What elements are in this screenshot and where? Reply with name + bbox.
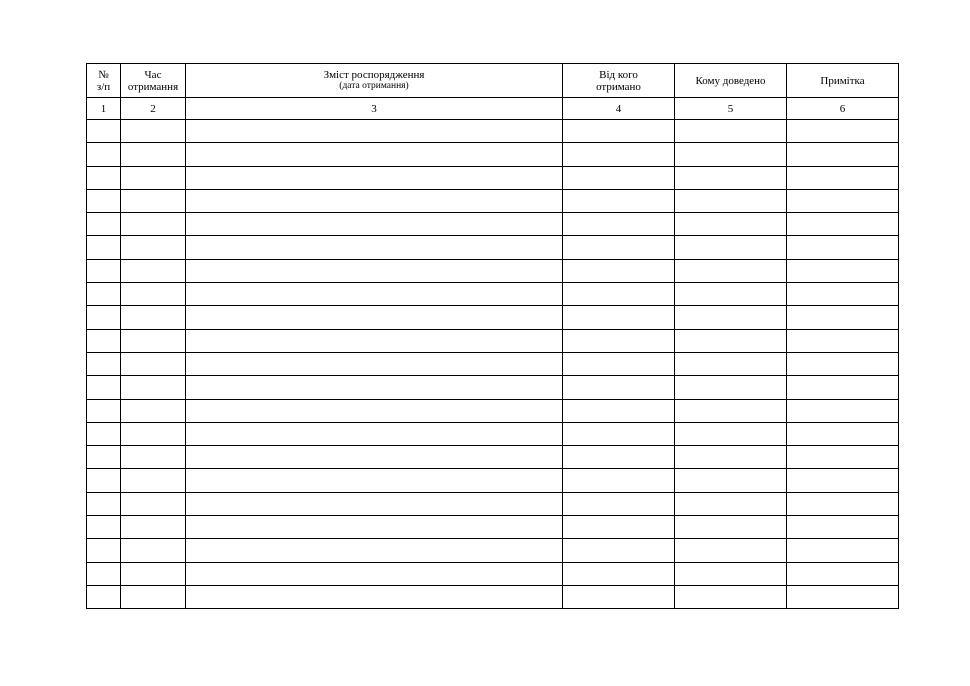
table-cell [787,166,899,189]
header-number-line-2: з/п [96,80,111,93]
table-cell [563,329,675,352]
table-cell [675,143,787,166]
table-cell [787,539,899,562]
column-number-5: 5 [675,98,787,120]
table-cell [87,259,121,282]
table-cell [121,352,186,375]
table-cell [121,422,186,445]
table-cell [87,422,121,445]
table-cell [186,585,563,608]
header-from-line-1: Від кого [599,68,638,81]
table-cell [563,585,675,608]
table-cell [186,120,563,143]
table-cell [87,446,121,469]
table-cell [121,306,186,329]
table-cell [675,213,787,236]
header-order-content [186,64,563,98]
table-cell [787,376,899,399]
table-cell [121,283,186,306]
table-cell [87,516,121,539]
table-cell [675,166,787,189]
column-number-3: 3 [186,98,563,120]
table-cell [787,213,899,236]
table-cell [787,562,899,585]
header-time-line-1: Час [144,68,162,81]
table-row [87,539,899,562]
header-delivered-line-1: Кому доведено [695,74,766,87]
table-cell [186,329,563,352]
table-cell [87,189,121,212]
table-cell [121,399,186,422]
table-row [87,562,899,585]
table-cell [186,539,563,562]
table-row [87,189,899,212]
table-cell [563,120,675,143]
table-row [87,422,899,445]
orders-register-table [86,63,899,609]
table-cell [675,306,787,329]
table-cell [186,143,563,166]
table-cell [675,492,787,515]
table-cell [186,516,563,539]
table-cell [186,352,563,375]
table-cell [121,166,186,189]
table-cell [563,446,675,469]
table-cell [563,259,675,282]
table-cell [186,236,563,259]
table-cell [87,539,121,562]
table-cell [121,259,186,282]
table-row [87,469,899,492]
table-cell [121,469,186,492]
column-number-row [87,98,899,120]
table-cell [675,352,787,375]
table-cell [87,352,121,375]
table-cell [563,236,675,259]
header-received-from [563,64,675,98]
table-cell [186,492,563,515]
table-cell [563,143,675,166]
table-cell [675,236,787,259]
table-row [87,306,899,329]
table-cell [87,236,121,259]
table-cell [87,329,121,352]
register-sheet [86,63,899,609]
table-cell [787,422,899,445]
table-cell [675,120,787,143]
table-cell [121,143,186,166]
header-note [787,64,899,98]
table-cell [87,120,121,143]
table-cell [787,516,899,539]
table-row [87,259,899,282]
table-cell [87,399,121,422]
table-cell [787,399,899,422]
table-cell [675,283,787,306]
table-cell [787,120,899,143]
column-number-6: 6 [787,98,899,120]
table-cell [563,562,675,585]
table-cell [87,585,121,608]
header-row [87,64,899,98]
table-cell [121,446,186,469]
table-cell [87,213,121,236]
table-cell [121,329,186,352]
table-cell [186,283,563,306]
table-cell [675,399,787,422]
table-cell [563,399,675,422]
table-row [87,399,899,422]
table-cell [121,562,186,585]
table-cell [563,492,675,515]
table-cell [675,562,787,585]
table-cell [87,166,121,189]
table-cell [787,329,899,352]
table-cell [787,469,899,492]
column-number-4: 4 [563,98,675,120]
column-number-2: 2 [121,98,186,120]
table-cell [121,213,186,236]
table-cell [563,422,675,445]
table-row [87,120,899,143]
header-from-line-2: отримано [596,80,641,93]
header-content-line-1: Зміст роспорядження [323,69,425,81]
table-cell [787,143,899,166]
table-cell [675,329,787,352]
table-row [87,492,899,515]
table-cell [121,516,186,539]
table-cell [87,306,121,329]
table-cell [563,516,675,539]
table-cell [563,213,675,236]
header-time-received [121,64,186,98]
table-row [87,376,899,399]
table-cell [787,259,899,282]
table-cell [87,143,121,166]
table-cell [186,306,563,329]
table-cell [563,189,675,212]
table-row [87,329,899,352]
table-cell [121,492,186,515]
table-row [87,166,899,189]
table-cell [87,469,121,492]
column-number-1: 1 [87,98,121,120]
table-cell [675,189,787,212]
table-cell [787,585,899,608]
table-cell [121,585,186,608]
table-row [87,352,899,375]
table-cell [563,306,675,329]
table-cell [186,189,563,212]
table-cell [87,283,121,306]
table-cell [186,259,563,282]
table-cell [787,189,899,212]
table-cell [675,516,787,539]
table-cell [87,562,121,585]
header-delivered-to [675,64,787,98]
table-cell [186,422,563,445]
table-cell [186,376,563,399]
header-number [87,64,121,98]
table-cell [787,352,899,375]
table-row [87,236,899,259]
table-cell [675,585,787,608]
register-body [87,120,899,609]
table-cell [675,376,787,399]
table-cell [186,166,563,189]
table-row [87,585,899,608]
table-cell [186,562,563,585]
table-cell [787,492,899,515]
table-cell [121,539,186,562]
table-row [87,283,899,306]
table-cell [675,469,787,492]
table-cell [87,492,121,515]
table-cell [563,352,675,375]
header-note-line-1: Примітка [820,74,865,87]
table-cell [121,376,186,399]
table-cell [563,166,675,189]
table-cell [675,259,787,282]
table-cell [675,539,787,562]
header-content-subtitle: (дата отримання) [339,81,409,91]
table-cell [787,306,899,329]
table-row [87,143,899,166]
table-cell [787,283,899,306]
table-cell [186,469,563,492]
table-cell [121,189,186,212]
table-cell [121,236,186,259]
table-row [87,446,899,469]
table-row [87,213,899,236]
table-cell [186,213,563,236]
table-cell [563,376,675,399]
table-cell [675,446,787,469]
table-cell [787,446,899,469]
table-cell [675,422,787,445]
table-cell [787,236,899,259]
table-cell [186,399,563,422]
table-cell [121,120,186,143]
header-time-line-2: отримання [127,80,179,93]
table-cell [186,446,563,469]
table-cell [563,469,675,492]
header-number-line-1: № [98,68,109,81]
table-cell [563,539,675,562]
table-row [87,516,899,539]
table-cell [87,376,121,399]
table-cell [563,283,675,306]
